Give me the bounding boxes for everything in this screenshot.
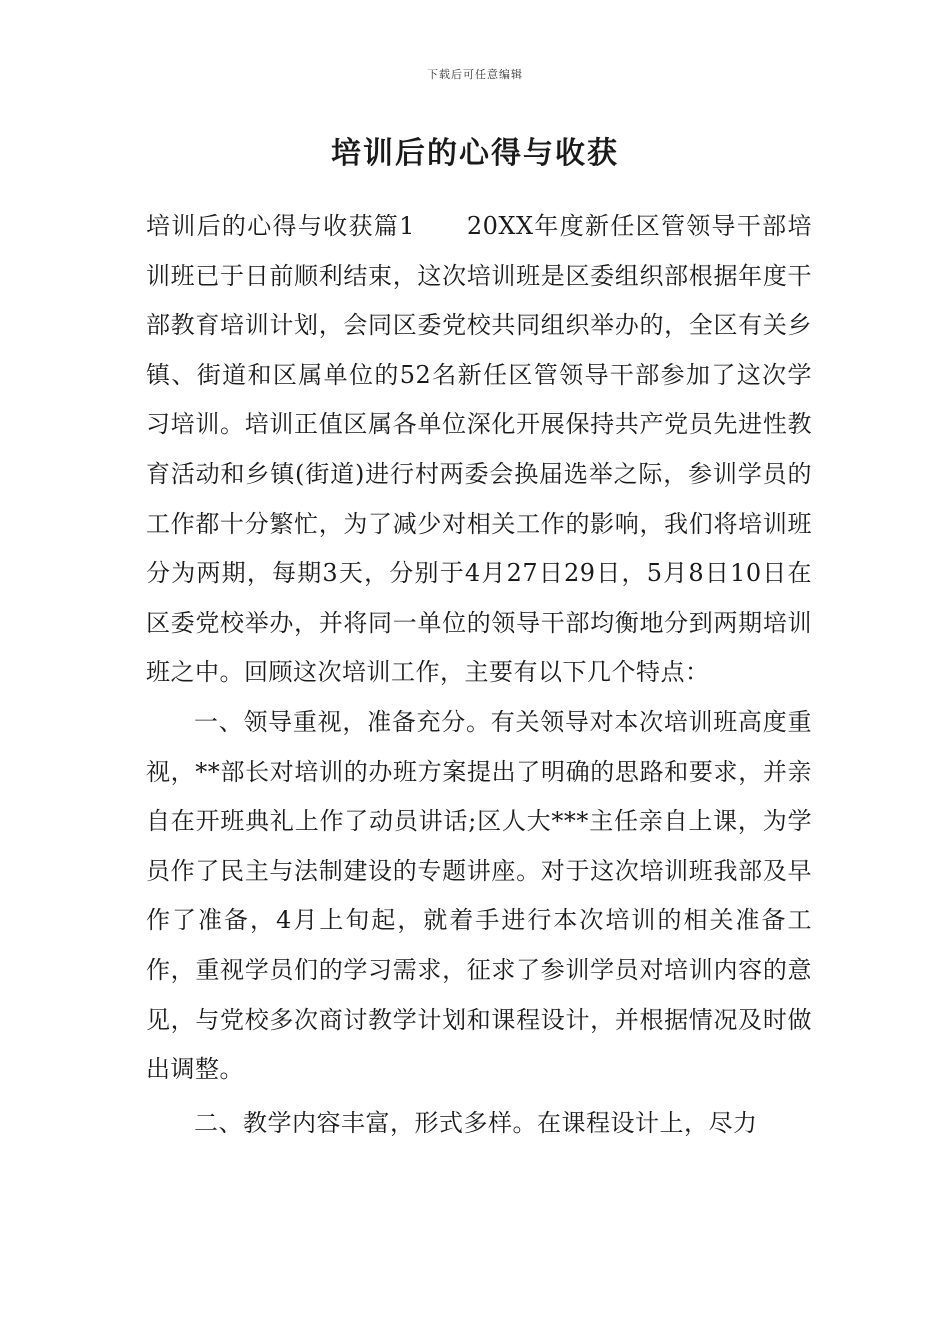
paragraph-2: 一、领导重视，准备充分。有关领导对本次培训班高度重视，**部长对培训的办班方案提出了明确的思路和要求，并亲自在开班典礼上作了动员讲话;区人大***主任亲自上课，为学员作了民主与法制建设的专题讲座。对于这次培训班我部及早作了准备，4月上旬起，就着手进行本次培训的相关准备工作，重视学员们的学习需求，征求了参训学员对培训内容的意见，与党校多次商讨教学计划和课程设计，并根据情况及时做出调整。 <box>146 707 812 1084</box>
paragraph-1-text: 20XX年度新任区管领导干部培训班已于日前顺利结束，这次培训班是区委组织部根据年度干部教育培训计划，会同区委党校共同组织举办的，全区有关乡镇、街道和区属单位的52名新任区管领导干部参加了这次学习培训。培训正值区属各单位深化开展保持共产党员先进性教育活动和乡镇(街道)进行村两委会换届选举之际，参训学员的工作都十分繁忙，为了减少对相关工作的影响，我们将培训班分为两期，每期3天，分别于4月27日29日，5月8日10日在区委党校举办，并将同一单位的领导干部均衡地分到两期培训班之中。回顾这次培训工作，主要有以下几个特点： <box>146 212 812 687</box>
paragraph-3: 二、教学内容丰富，形式多样。在课程设计上，尽力 <box>194 1108 758 1137</box>
document-title: 培训后的心得与收获 <box>331 136 619 171</box>
document-body <box>146 202 812 1148</box>
intro-label: 培训后的心得与收获篇1 <box>146 212 415 240</box>
header-note: 下载后可任意编辑 <box>427 68 523 81</box>
paragraph-intro <box>146 202 812 698</box>
